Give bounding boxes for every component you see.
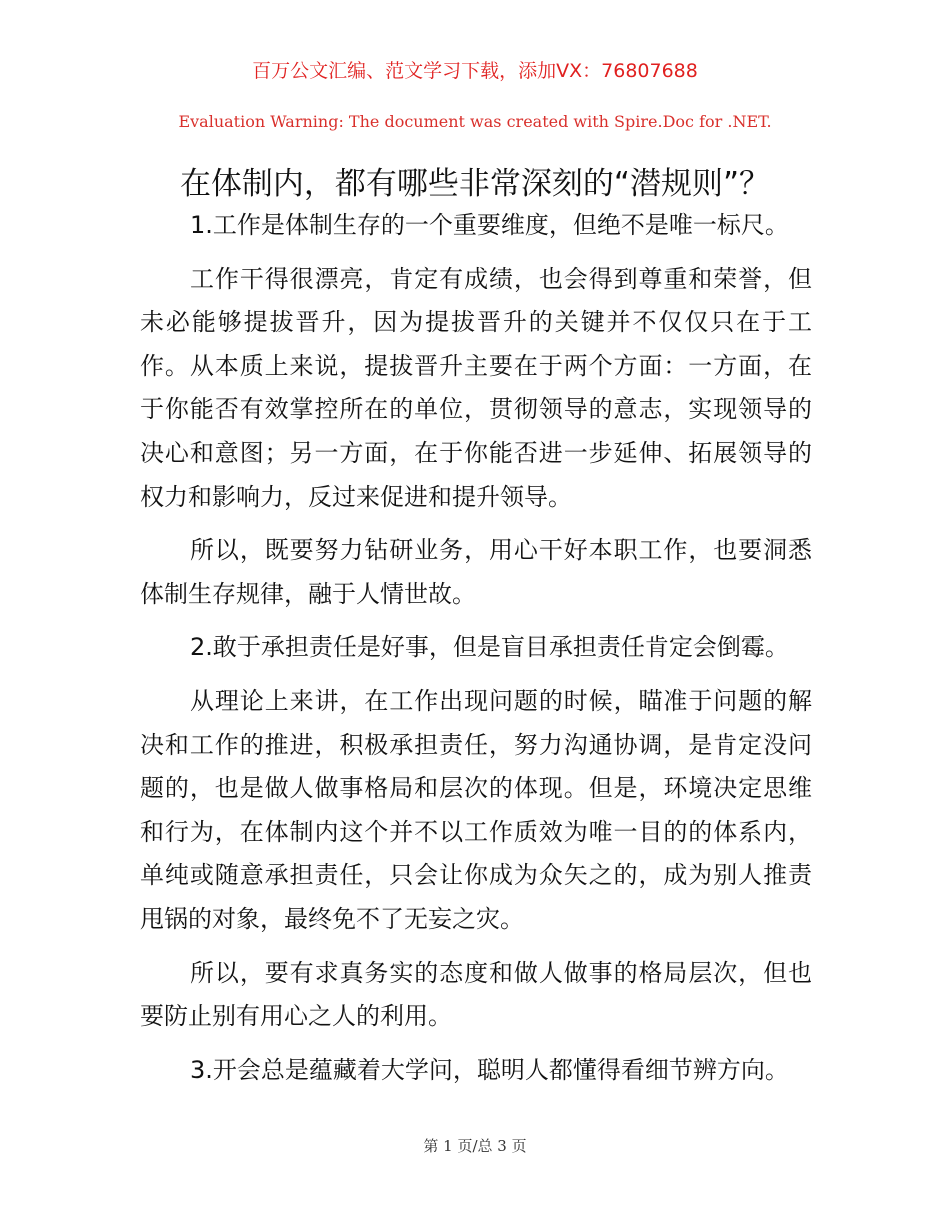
paragraph-line: 和行为，在体制内这个并不以工作质效为唯一目的的体系内， <box>140 817 812 846</box>
paragraph <box>140 952 812 1039</box>
promo-header: 百万公文汇编、范文学习下载，添加VX：76807688 <box>252 60 698 82</box>
paragraph-line: 从理论上来讲，在工作出现问题的时候，瞄准于问题的解 <box>190 686 812 715</box>
paragraph-line: 工作干得很漂亮，肯定有成绩，也会得到尊重和荣誉，但 <box>190 264 812 293</box>
paragraph-line: 2.敢于承担责任是好事，但是盲目承担责任肯定会倒霉。 <box>190 633 789 662</box>
paragraph <box>140 258 812 520</box>
paragraph-line: 于你能否有效掌控所在的单位，贯彻领导的意志，实现领导的 <box>140 395 812 424</box>
document-body <box>140 204 812 1102</box>
paragraph-line: 1.工作是体制生存的一个重要维度，但绝不是唯一标尺。 <box>190 211 789 239</box>
document-title: 在体制内，都有哪些非常深刻的“潜规则”？ <box>179 166 771 202</box>
evaluation-warning: Evaluation Warning: The document was created with Spire.Doc for .NET. <box>178 112 772 131</box>
paragraph <box>140 1049 812 1093</box>
paragraph-line: 单纯或随意承担责任，只会让你成为众矢之的，成为别人推责 <box>140 861 812 890</box>
paragraph <box>140 204 812 248</box>
paragraph-line: 所以，要有求真务实的态度和做人做事的格局层次，但也 <box>190 958 812 987</box>
paragraph-line: 题的，也是做人做事格局和层次的体现。但是，环境决定思维 <box>140 774 812 803</box>
paragraph-line: 所以，既要努力钻研业务，用心干好本职工作，也要洞悉 <box>190 536 812 565</box>
paragraph-line: 权力和影响力，反过来促进和提升领导。 <box>140 482 572 511</box>
paragraph <box>140 680 812 942</box>
paragraph-line: 甩锅的对象，最终免不了无妄之灾。 <box>140 904 524 933</box>
paragraph-line: 3.开会总是蕴藏着大学问，聪明人都懂得看细节辨方向。 <box>190 1055 789 1084</box>
page-footer: 第 1 页/总 3 页 <box>423 1137 527 1155</box>
paragraph-line: 要防止别有用心之人的利用。 <box>140 1002 452 1031</box>
paragraph-line: 决心和意图；另一方面，在于你能否进一步延伸、拓展领导的 <box>140 438 812 467</box>
paragraph-line: 决和工作的推进，积极承担责任，努力沟通协调，是肯定没问 <box>140 730 812 759</box>
paragraph-line: 体制生存规律，融于人情世故。 <box>140 579 476 608</box>
paragraph-line: 未必能够提拔晋升，因为提拔晋升的关键并不仅仅只在于工 <box>140 308 812 337</box>
paragraph-line: 作。从本质上来说，提拔晋升主要在于两个方面：一方面，在 <box>140 351 812 380</box>
paragraph <box>140 529 812 616</box>
paragraph <box>140 626 812 670</box>
